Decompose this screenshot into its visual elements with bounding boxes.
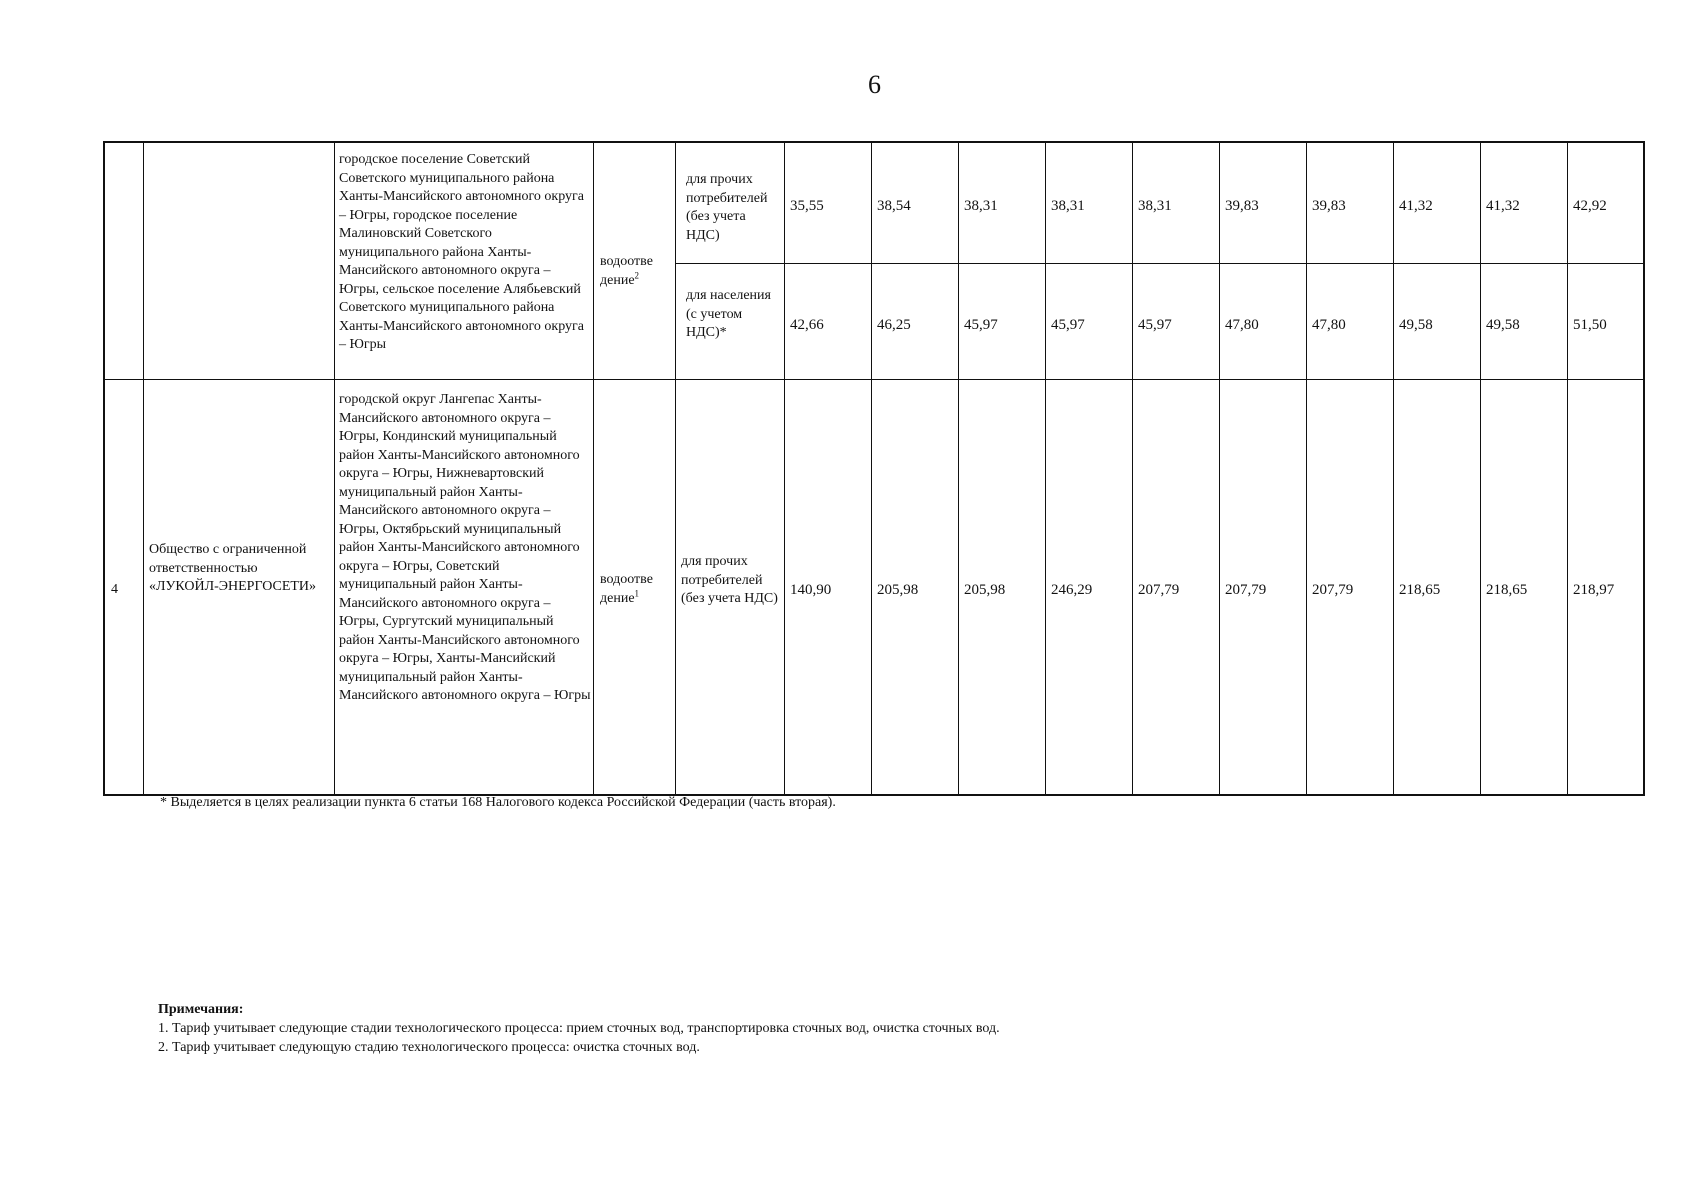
col-line [1306,141,1307,796]
note-item: 1. Тариф учитывает следующие стадии технологического процесса: прием сточных вод, транспортировка сточных вод, очистка сточных вод. [158,1021,1000,1036]
tariff-value: 218,97 [1573,582,1615,598]
organization-cell: Общество с ограниченной ответственностью «ЛУКОЙЛ-ЭНЕРГОСЕТИ» [149,542,317,594]
col-line [1132,141,1133,796]
tariff-value: 218,65 [1486,582,1528,598]
tariff-value: 45,97 [1051,317,1085,333]
col-line [334,141,335,796]
row-line [675,263,1645,264]
service-label: водоотве дение [600,254,653,288]
service-note: 1 [634,587,640,598]
tariff-value: 47,80 [1225,317,1259,333]
col-line [958,141,959,796]
tariff-value: 38,54 [877,198,911,214]
service-cell [600,253,672,290]
tariff-table [103,141,1645,796]
tariff-value: 205,98 [877,582,919,598]
tariff-value: 46,25 [877,317,911,333]
tariff-value: 41,32 [1486,198,1520,214]
page-number: 6 [868,70,881,99]
territory-cell: городское поселение Советский Советского муниципального района Ханты-Мансийского автономного округа – Югры, городское поселение Малиновский Советского муниципального района Ханты-Мансийского автономного округа – Югры, сельское поселение Алябьевский Советского муниципального района Ханты-Мансийского автономного округа – Югры [339,152,585,352]
tariff-value: 140,90 [790,582,832,598]
tariff-value: 49,58 [1399,317,1433,333]
service-note: 2 [634,269,640,280]
tariff-value: 45,97 [964,317,998,333]
col-line [784,141,785,796]
tariff-value: 38,31 [1138,198,1172,214]
tariff-value: 218,65 [1399,582,1441,598]
tariff-value: 246,29 [1051,582,1093,598]
col-line [1480,141,1481,796]
row-number: 4 [111,582,118,597]
tariff-value: 207,79 [1312,582,1354,598]
tariff-value: 38,31 [1051,198,1085,214]
consumer-cell: для прочих потребителей (без учета НДС) [681,554,778,606]
tariff-value: 45,97 [1138,317,1172,333]
tariff-value: 41,32 [1399,198,1433,214]
tariff-value: 207,79 [1138,582,1180,598]
tariff-value: 49,58 [1486,317,1520,333]
col-line [1045,141,1046,796]
col-line [871,141,872,796]
territory-cell: городской округ Лангепас Ханты-Мансийского автономного округа – Югры, Кондинский муниципальный район Ханты-Мансийского автономного округа – Югры, Нижневартовский муниципальный район Ханты-Мансийского автономного округа – Югры, Октябрьский муниципальный район Ханты-Мансийского автономного округа – Югры, Советский муниципальный район Ханты-Мансийского автономного округа – Югры, Сургутский муниципальный район Ханты-Мансийского автономного округа – Югры, Ханты-Мансийский муниципальный район Ханты-Мансийского автономного округа – Югры [339,392,591,703]
col-line [1393,141,1394,796]
tariff-value: 51,50 [1573,317,1607,333]
col-line [593,141,594,796]
note-item: 2. Тариф учитывает следующую стадию технологического процесса: очистка сточных вод. [158,1040,700,1055]
tariff-value: 42,66 [790,317,824,333]
col-line [1219,141,1220,796]
col-line [1567,141,1568,796]
consumer-cell: для населения (с учетом НДС)* [686,288,771,340]
footnote: * Выделяется в целях реализации пункта 6 статьи 168 Налогового кодекса Российской Федерации (часть вторая). [160,795,836,810]
row-line [103,379,1645,380]
tariff-value: 207,79 [1225,582,1267,598]
tariff-value: 39,83 [1312,198,1346,214]
service-label: водоотве дение [600,572,653,606]
notes-title: Примечания: [158,1002,244,1017]
tariff-value: 42,92 [1573,198,1607,214]
col-line [143,141,144,796]
tariff-value: 47,80 [1312,317,1346,333]
tariff-value: 205,98 [964,582,1006,598]
service-cell [600,571,672,608]
tariff-value: 39,83 [1225,198,1259,214]
col-line [675,141,676,796]
notes [158,1000,1000,1057]
tariff-value: 35,55 [790,198,824,214]
tariff-value: 38,31 [964,198,998,214]
consumer-cell: для прочих потребителей (без учета НДС) [686,172,768,243]
